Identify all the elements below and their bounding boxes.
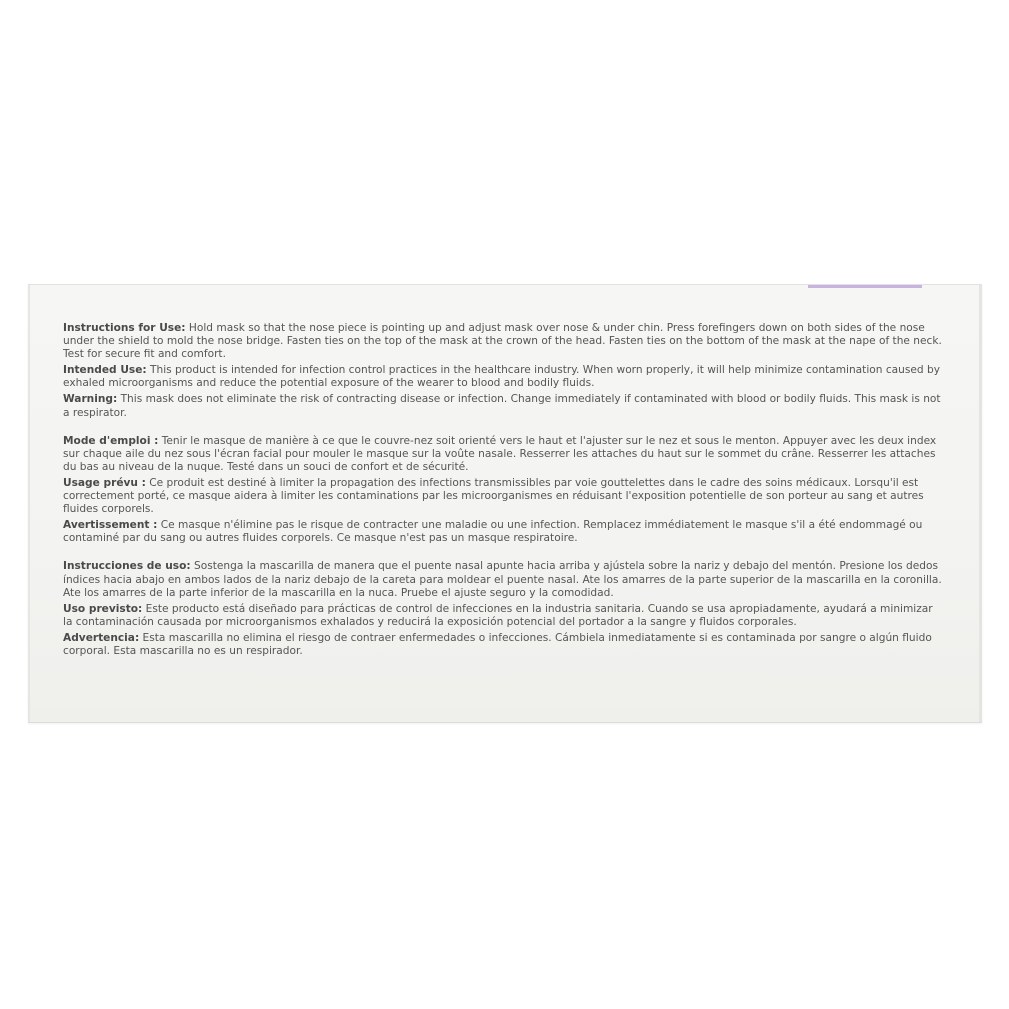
french-instructions: [63, 435, 943, 474]
french-warning: [63, 519, 943, 545]
lavender-accent-strip: [808, 285, 922, 288]
spanish-instructions-label: Instrucciones de uso:: [63, 560, 191, 573]
english-warning: [63, 393, 943, 419]
spanish-instructions-text: Sostenga la mascarilla de manera que el puente nasal apunte hacia arriba y ajústela sobre la nariz y debajo del mentón. Presione los dedos índices hacia abajo en ambos lados de la nariz debajo de la careta para moldear el puente nasal. Ate los amarres de la parte superior de la mascarilla en la coronilla. Ate los amarres de la parte inferior de la mascarilla en la nuca. Pruebe el ajuste seguro y la comodidad.: [63, 560, 942, 599]
english-intended-use-text: This product is intended for infection control practices in the healthcare industry. When worn properly, it will help minimize contamination caused by exhaled microorganisms and reduce the potential exposure of the wearer to blood and bodily fluids.: [63, 364, 940, 390]
french-intended-use-label: Usage prévu :: [63, 476, 146, 489]
french-intended-use: [63, 477, 943, 516]
spanish-intended-use: [63, 603, 943, 629]
spanish-warning: [63, 632, 943, 658]
english-warning-text: This mask does not eliminate the risk of contracting disease or infection. Change immediately if contaminated with blood or bodily fluids. This mask is not a respirator.: [63, 393, 941, 419]
french-instructions-label: Mode d'emploi :: [63, 434, 159, 447]
panel-right-edge: [979, 285, 982, 722]
spanish-instructions: [63, 560, 943, 599]
english-instructions-label: Instructions for Use:: [63, 322, 186, 334]
french-intended-use-text: Ce produit est destiné à limiter la propagation des infections transmissibles par voie gouttelettes dans le cadre des soins médicaux. Lorsqu'il est correctement porté, ce masque aidera à limiter les contaminations par les microorganismes en réduisant l'exposition potentielle de son porteur au sang et autres fluides corporels.: [63, 476, 924, 516]
french-instructions-text: Tenir le masque de manière à ce que le couvre-nez soit orienté vers le haut et l'ajuster sur le nez et sous le menton. Appuyer avec les deux index sur chaque aile du nez sous l'écran facial pour mouler le masque sur la voûte nasale. Resserrer les attaches du haut sur le sommet du crâne. Resserrer les attaches du bas au niveau de la nuque. Testé dans un souci de confort et de sécurité.: [63, 434, 937, 473]
spanish-warning-text: Esta mascarilla no elimina el riesgo de contraer enfermedades o infecciones. Cámbiela inmediatamente si es contaminada por sangre o algún fluido corporal. Esta mascarilla no es un respirador.: [63, 631, 932, 657]
panel-left-edge: [28, 285, 30, 722]
spanish-intended-use-text: Este producto está diseñado para prácticas de control de infecciones en la industria sanitaria. Cuando se usa apropiadamente, ayudará a minimizar la contaminación causada por microorganismos exhalados y reducirá la exposición potencial del portador a la sangre y fluidos corporales.: [63, 602, 933, 628]
section-gap: [63, 423, 943, 435]
spanish-intended-use-label: Uso previsto:: [63, 602, 143, 615]
french-warning-text: Ce masque n'élimine pas le risque de contracter une maladie ou une infection. Remplacez immédiatement le masque s'il a été endommagé ou contaminé par du sang ou autres fluides corporels. Ce masque n'est pas un masque respiratoire.: [63, 519, 923, 545]
english-intended-use-label: Intended Use:: [63, 364, 147, 377]
english-instructions: [63, 322, 943, 361]
french-warning-label: Avertissement :: [63, 519, 158, 532]
english-warning-label: Warning:: [63, 393, 118, 406]
box-panel: [28, 284, 982, 723]
spanish-warning-label: Advertencia:: [63, 631, 140, 644]
instructions-text-block: [63, 322, 943, 661]
english-intended-use: [63, 364, 943, 390]
english-instructions-text: Hold mask so that the nose piece is pointing up and adjust mask over nose & under chin. Press forefingers down on both sides of the nose under the shield to mold the nose bridge. Fasten ties on the top of the mask at the crown of the head. Fasten ties on the bottom of the mask at the nape of the neck. Test for secure fit and comfort.: [63, 322, 942, 361]
section-gap: [63, 548, 943, 560]
